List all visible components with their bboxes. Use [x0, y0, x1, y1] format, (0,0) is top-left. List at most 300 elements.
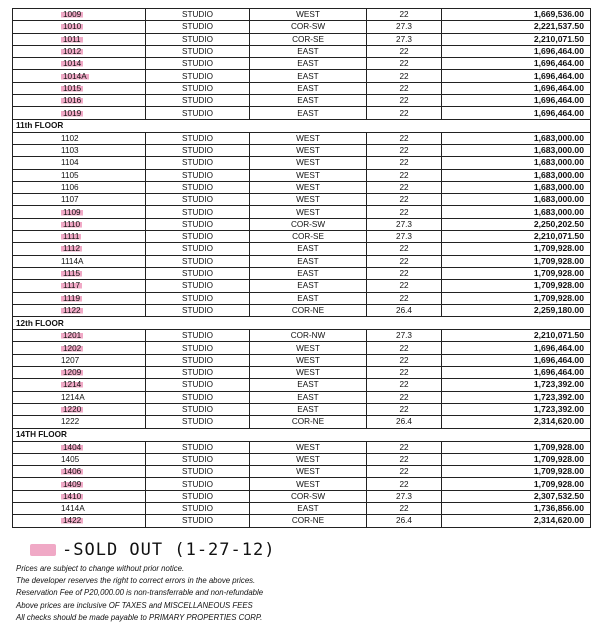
- price-cell: 2,250,202.50: [442, 218, 591, 230]
- unit-number: 1106: [61, 183, 79, 192]
- price-cell: 1,696,464.00: [442, 82, 591, 94]
- unit-number: 1222: [61, 417, 80, 427]
- price-list-sheet: [12, 8, 590, 528]
- unit-number-cell: [13, 466, 146, 478]
- unit-number: 1009: [63, 10, 82, 20]
- price-table-body: [13, 9, 591, 528]
- floor-header-cell: [367, 317, 442, 330]
- area-cell: 22: [367, 441, 442, 453]
- floor-label: 12th FLOOR: [13, 317, 146, 330]
- sold-out-legend-text: -SOLD OUT (1-27-12): [62, 540, 276, 560]
- view-cell: WEST: [250, 367, 367, 379]
- area-cell: 22: [367, 280, 442, 292]
- price-cell: 1,709,928.00: [442, 453, 591, 465]
- unit-row: [13, 280, 591, 292]
- unit-number: 1115: [63, 269, 80, 279]
- unit-type-cell: STUDIO: [146, 231, 250, 243]
- unit-type-cell: STUDIO: [146, 255, 250, 267]
- unit-type-cell: STUDIO: [146, 354, 250, 366]
- unit-number-cell: [13, 132, 146, 144]
- view-cell: EAST: [250, 267, 367, 279]
- unit-row: [13, 194, 591, 206]
- unit-row: [13, 342, 591, 354]
- unit-number: 1404: [63, 442, 82, 452]
- unit-number: 1102: [61, 133, 79, 143]
- unit-row: [13, 466, 591, 478]
- unit-type-cell: STUDIO: [146, 403, 250, 415]
- unit-type-cell: STUDIO: [146, 453, 250, 465]
- view-cell: COR-SW: [250, 490, 367, 502]
- unit-row: [13, 231, 591, 243]
- unit-number: 1015: [63, 83, 82, 93]
- unit-type-cell: STUDIO: [146, 304, 250, 316]
- unit-row: [13, 391, 591, 403]
- area-cell: 22: [367, 194, 442, 206]
- unit-number: 1422: [63, 516, 82, 526]
- unit-type-cell: STUDIO: [146, 515, 250, 527]
- price-cell: 2,210,071.50: [442, 330, 591, 342]
- view-cell: EAST: [250, 95, 367, 107]
- floor-header-cell: [146, 119, 250, 132]
- unit-row: [13, 403, 591, 415]
- unit-number: 1104: [61, 158, 79, 168]
- unit-number: 1201: [63, 331, 82, 341]
- unit-row: [13, 367, 591, 379]
- area-cell: 22: [367, 132, 442, 144]
- price-cell: 1,683,000.00: [442, 157, 591, 169]
- unit-type-cell: STUDIO: [146, 441, 250, 453]
- unit-row: [13, 292, 591, 304]
- price-cell: 1,696,464.00: [442, 45, 591, 57]
- view-cell: EAST: [250, 255, 367, 267]
- unit-number-cell: [13, 194, 146, 206]
- unit-row: [13, 33, 591, 45]
- price-cell: 1,723,392.00: [442, 403, 591, 415]
- unit-number-cell: [13, 379, 146, 391]
- area-cell: 27.3: [367, 490, 442, 502]
- area-cell: 22: [367, 95, 442, 107]
- unit-number-cell: [13, 58, 146, 70]
- unit-number-cell: [13, 9, 146, 21]
- floor-header-cell: [442, 317, 591, 330]
- unit-number-cell: [13, 243, 146, 255]
- unit-row: [13, 441, 591, 453]
- unit-type-cell: STUDIO: [146, 144, 250, 156]
- unit-type-cell: STUDIO: [146, 490, 250, 502]
- unit-number-cell: [13, 453, 146, 465]
- area-cell: 22: [367, 453, 442, 465]
- price-cell: 1,723,392.00: [442, 379, 591, 391]
- view-cell: EAST: [250, 45, 367, 57]
- unit-type-cell: STUDIO: [146, 267, 250, 279]
- unit-type-cell: STUDIO: [146, 33, 250, 45]
- unit-type-cell: STUDIO: [146, 132, 250, 144]
- price-cell: 1,736,856.00: [442, 502, 591, 514]
- floor-header-cell: [250, 119, 367, 132]
- unit-type-cell: STUDIO: [146, 95, 250, 107]
- unit-number-cell: [13, 181, 146, 193]
- floor-header-row: [13, 119, 591, 132]
- unit-number: 1105: [61, 170, 79, 180]
- area-cell: 22: [367, 243, 442, 255]
- unit-number-cell: [13, 478, 146, 490]
- unit-number-cell: [13, 502, 146, 514]
- unit-type-cell: STUDIO: [146, 157, 250, 169]
- unit-number: 1214: [63, 380, 82, 390]
- unit-number: 1110: [63, 219, 80, 229]
- unit-number-cell: [13, 33, 146, 45]
- area-cell: 22: [367, 255, 442, 267]
- unit-number-cell: [13, 82, 146, 94]
- area-cell: 26.4: [367, 515, 442, 527]
- floor-header-cell: [442, 119, 591, 132]
- unit-number-cell: [13, 515, 146, 527]
- price-table: [12, 8, 591, 528]
- view-cell: WEST: [250, 144, 367, 156]
- view-cell: COR-SE: [250, 231, 367, 243]
- unit-number: 1410: [63, 491, 82, 501]
- price-cell: 1,709,928.00: [442, 478, 591, 490]
- area-cell: 22: [367, 379, 442, 391]
- unit-row: [13, 58, 591, 70]
- price-notes: [16, 563, 263, 624]
- view-cell: WEST: [250, 132, 367, 144]
- unit-row: [13, 453, 591, 465]
- unit-number: 1107: [61, 195, 79, 205]
- unit-number: 1019: [63, 108, 82, 118]
- view-cell: WEST: [250, 169, 367, 181]
- unit-number-cell: [13, 304, 146, 316]
- note-line: The developer reserves the right to correct errors in the above prices.: [16, 576, 256, 586]
- unit-type-cell: STUDIO: [146, 218, 250, 230]
- unit-number-cell: [13, 416, 146, 428]
- area-cell: 22: [367, 45, 442, 57]
- unit-row: [13, 354, 591, 366]
- unit-row: [13, 502, 591, 514]
- unit-type-cell: STUDIO: [146, 367, 250, 379]
- floor-header-row: [13, 428, 591, 441]
- unit-number: 1112: [63, 244, 80, 254]
- unit-type-cell: STUDIO: [146, 391, 250, 403]
- unit-row: [13, 218, 591, 230]
- unit-row: [13, 144, 591, 156]
- floor-header-cell: [250, 317, 367, 330]
- unit-number: 1014A: [63, 71, 87, 81]
- area-cell: 22: [367, 391, 442, 403]
- unit-number-cell: [13, 490, 146, 502]
- unit-number-cell: [13, 206, 146, 218]
- area-cell: 22: [367, 466, 442, 478]
- unit-type-cell: STUDIO: [146, 466, 250, 478]
- view-cell: COR-NE: [250, 304, 367, 316]
- view-cell: EAST: [250, 502, 367, 514]
- view-cell: WEST: [250, 478, 367, 490]
- unit-number: 1016: [63, 96, 82, 106]
- unit-row: [13, 82, 591, 94]
- unit-number-cell: [13, 157, 146, 169]
- view-cell: EAST: [250, 379, 367, 391]
- price-cell: 1,709,928.00: [442, 441, 591, 453]
- note-line: Reservation Fee of P20,000.00 is non-transferrable and non-refundable: [16, 588, 264, 598]
- floor-label: 11th FLOOR: [13, 119, 146, 132]
- price-cell: 1,709,928.00: [442, 255, 591, 267]
- floor-header-cell: [367, 428, 442, 441]
- unit-number: 1409: [63, 479, 82, 489]
- price-cell: 1,696,464.00: [442, 70, 591, 82]
- unit-type-cell: STUDIO: [146, 243, 250, 255]
- unit-row: [13, 206, 591, 218]
- area-cell: 22: [367, 58, 442, 70]
- unit-number: 1114A: [61, 256, 84, 266]
- unit-type-cell: STUDIO: [146, 206, 250, 218]
- price-cell: 1,696,464.00: [442, 107, 591, 119]
- area-cell: 22: [367, 169, 442, 181]
- unit-number-cell: [13, 70, 146, 82]
- note-line: All checks should be made payable to PRIMARY PROPERTIES CORP.: [16, 612, 263, 622]
- area-cell: 22: [367, 9, 442, 21]
- unit-number: 1117: [63, 281, 80, 291]
- unit-row: [13, 132, 591, 144]
- unit-row: [13, 416, 591, 428]
- view-cell: WEST: [250, 354, 367, 366]
- unit-row: [13, 243, 591, 255]
- unit-number-cell: [13, 231, 146, 243]
- view-cell: WEST: [250, 194, 367, 206]
- area-cell: 22: [367, 107, 442, 119]
- price-cell: 2,307,532.50: [442, 490, 591, 502]
- view-cell: EAST: [250, 403, 367, 415]
- unit-number: 1209: [63, 368, 82, 378]
- unit-number-cell: [13, 267, 146, 279]
- floor-header-cell: [367, 119, 442, 132]
- unit-type-cell: STUDIO: [146, 502, 250, 514]
- unit-number-cell: [13, 255, 146, 267]
- unit-row: [13, 95, 591, 107]
- unit-number: 1406: [63, 467, 82, 477]
- area-cell: 22: [367, 157, 442, 169]
- unit-number: 1405: [61, 454, 80, 464]
- price-cell: 2,210,071.50: [442, 33, 591, 45]
- price-cell: 2,314,620.00: [442, 416, 591, 428]
- view-cell: EAST: [250, 70, 367, 82]
- area-cell: 22: [367, 206, 442, 218]
- price-cell: 1,696,464.00: [442, 95, 591, 107]
- area-cell: 27.3: [367, 33, 442, 45]
- price-cell: 1,696,464.00: [442, 58, 591, 70]
- unit-row: [13, 157, 591, 169]
- unit-type-cell: STUDIO: [146, 169, 250, 181]
- unit-number-cell: [13, 330, 146, 342]
- price-cell: 1,709,928.00: [442, 243, 591, 255]
- view-cell: WEST: [250, 453, 367, 465]
- view-cell: EAST: [250, 391, 367, 403]
- area-cell: 22: [367, 144, 442, 156]
- unit-number-cell: [13, 441, 146, 453]
- price-cell: 1,709,928.00: [442, 466, 591, 478]
- floor-header-cell: [146, 428, 250, 441]
- floor-header-cell: [250, 428, 367, 441]
- price-cell: 1,709,928.00: [442, 267, 591, 279]
- unit-type-cell: STUDIO: [146, 342, 250, 354]
- area-cell: 22: [367, 403, 442, 415]
- area-cell: 22: [367, 70, 442, 82]
- area-cell: 27.3: [367, 218, 442, 230]
- area-cell: 22: [367, 502, 442, 514]
- unit-number: 1119: [63, 293, 80, 303]
- floor-header-cell: [442, 428, 591, 441]
- unit-number-cell: [13, 218, 146, 230]
- unit-row: [13, 107, 591, 119]
- unit-number: 1109: [63, 207, 81, 217]
- view-cell: WEST: [250, 157, 367, 169]
- unit-number: 1414A: [61, 504, 85, 514]
- floor-header-cell: [146, 317, 250, 330]
- view-cell: WEST: [250, 206, 367, 218]
- unit-row: [13, 181, 591, 193]
- unit-number-cell: [13, 292, 146, 304]
- sold-highlight-swatch: [30, 544, 56, 556]
- area-cell: 27.3: [367, 21, 442, 33]
- price-cell: 1,683,000.00: [442, 169, 591, 181]
- price-cell: 1,709,928.00: [442, 280, 591, 292]
- unit-row: [13, 478, 591, 490]
- unit-number: 1214A: [61, 392, 85, 402]
- unit-row: [13, 169, 591, 181]
- area-cell: 22: [367, 267, 442, 279]
- floor-label: 14TH FLOOR: [13, 428, 146, 441]
- price-cell: 1,683,000.00: [442, 194, 591, 206]
- unit-number-cell: [13, 144, 146, 156]
- price-cell: 2,314,620.00: [442, 515, 591, 527]
- price-cell: 1,683,000.00: [442, 132, 591, 144]
- price-cell: 2,259,180.00: [442, 304, 591, 316]
- unit-row: [13, 45, 591, 57]
- price-cell: 1,683,000.00: [442, 144, 591, 156]
- price-cell: 1,683,000.00: [442, 206, 591, 218]
- unit-type-cell: STUDIO: [146, 330, 250, 342]
- note-line: Above prices are inclusive OF TAXES and MISCELLANEOUS FEES: [16, 600, 253, 610]
- view-cell: COR-SW: [250, 218, 367, 230]
- unit-number-cell: [13, 403, 146, 415]
- area-cell: 22: [367, 292, 442, 304]
- unit-number-cell: [13, 280, 146, 292]
- view-cell: EAST: [250, 82, 367, 94]
- unit-number: 1010: [63, 22, 82, 32]
- view-cell: EAST: [250, 107, 367, 119]
- unit-number: 1202: [63, 343, 82, 353]
- price-cell: 1,683,000.00: [442, 181, 591, 193]
- unit-number-cell: [13, 367, 146, 379]
- unit-number-cell: [13, 95, 146, 107]
- unit-row: [13, 267, 591, 279]
- unit-type-cell: STUDIO: [146, 416, 250, 428]
- unit-number: 1012: [63, 47, 82, 57]
- view-cell: COR-SE: [250, 33, 367, 45]
- note-line: Prices are subject to change without prior notice.: [16, 564, 185, 573]
- view-cell: EAST: [250, 243, 367, 255]
- unit-number-cell: [13, 169, 146, 181]
- sold-out-legend: [30, 540, 275, 560]
- unit-type-cell: STUDIO: [146, 45, 250, 57]
- unit-type-cell: STUDIO: [146, 292, 250, 304]
- unit-type-cell: STUDIO: [146, 107, 250, 119]
- unit-row: [13, 304, 591, 316]
- unit-number: 1220: [63, 405, 82, 415]
- unit-type-cell: STUDIO: [146, 478, 250, 490]
- unit-type-cell: STUDIO: [146, 280, 250, 292]
- view-cell: WEST: [250, 441, 367, 453]
- unit-type-cell: STUDIO: [146, 194, 250, 206]
- area-cell: 27.3: [367, 330, 442, 342]
- unit-row: [13, 379, 591, 391]
- unit-number-cell: [13, 354, 146, 366]
- area-cell: 22: [367, 181, 442, 193]
- unit-number: 1103: [61, 146, 79, 156]
- unit-number-cell: [13, 107, 146, 119]
- unit-row: [13, 490, 591, 502]
- unit-row: [13, 70, 591, 82]
- unit-number-cell: [13, 391, 146, 403]
- unit-row: [13, 330, 591, 342]
- area-cell: 26.4: [367, 416, 442, 428]
- unit-type-cell: STUDIO: [146, 70, 250, 82]
- unit-number: 1014: [63, 59, 82, 69]
- area-cell: 27.3: [367, 231, 442, 243]
- unit-number-cell: [13, 45, 146, 57]
- unit-number: 1207: [61, 355, 80, 365]
- area-cell: 22: [367, 354, 442, 366]
- floor-header-row: [13, 317, 591, 330]
- price-cell: 1,669,536.00: [442, 9, 591, 21]
- unit-row: [13, 255, 591, 267]
- unit-number-cell: [13, 342, 146, 354]
- view-cell: EAST: [250, 292, 367, 304]
- area-cell: 22: [367, 478, 442, 490]
- view-cell: COR-SW: [250, 21, 367, 33]
- view-cell: WEST: [250, 342, 367, 354]
- unit-row: [13, 21, 591, 33]
- view-cell: COR-NE: [250, 416, 367, 428]
- price-cell: 1,696,464.00: [442, 354, 591, 366]
- area-cell: 26.4: [367, 304, 442, 316]
- view-cell: WEST: [250, 466, 367, 478]
- price-cell: 2,221,537.50: [442, 21, 591, 33]
- price-cell: 1,723,392.00: [442, 391, 591, 403]
- unit-type-cell: STUDIO: [146, 21, 250, 33]
- unit-number: 1011: [63, 34, 81, 44]
- view-cell: WEST: [250, 9, 367, 21]
- unit-type-cell: STUDIO: [146, 181, 250, 193]
- unit-type-cell: STUDIO: [146, 9, 250, 21]
- price-cell: 1,709,928.00: [442, 292, 591, 304]
- unit-type-cell: STUDIO: [146, 379, 250, 391]
- price-cell: 2,210,071.50: [442, 231, 591, 243]
- unit-type-cell: STUDIO: [146, 58, 250, 70]
- unit-row: [13, 9, 591, 21]
- area-cell: 22: [367, 342, 442, 354]
- price-cell: 1,696,464.00: [442, 342, 591, 354]
- price-cell: 1,696,464.00: [442, 367, 591, 379]
- view-cell: EAST: [250, 58, 367, 70]
- area-cell: 22: [367, 82, 442, 94]
- area-cell: 22: [367, 367, 442, 379]
- view-cell: EAST: [250, 280, 367, 292]
- view-cell: COR-NE: [250, 515, 367, 527]
- unit-number: 1111: [63, 232, 80, 242]
- unit-number: 1122: [63, 305, 81, 315]
- unit-row: [13, 515, 591, 527]
- view-cell: COR-NW: [250, 330, 367, 342]
